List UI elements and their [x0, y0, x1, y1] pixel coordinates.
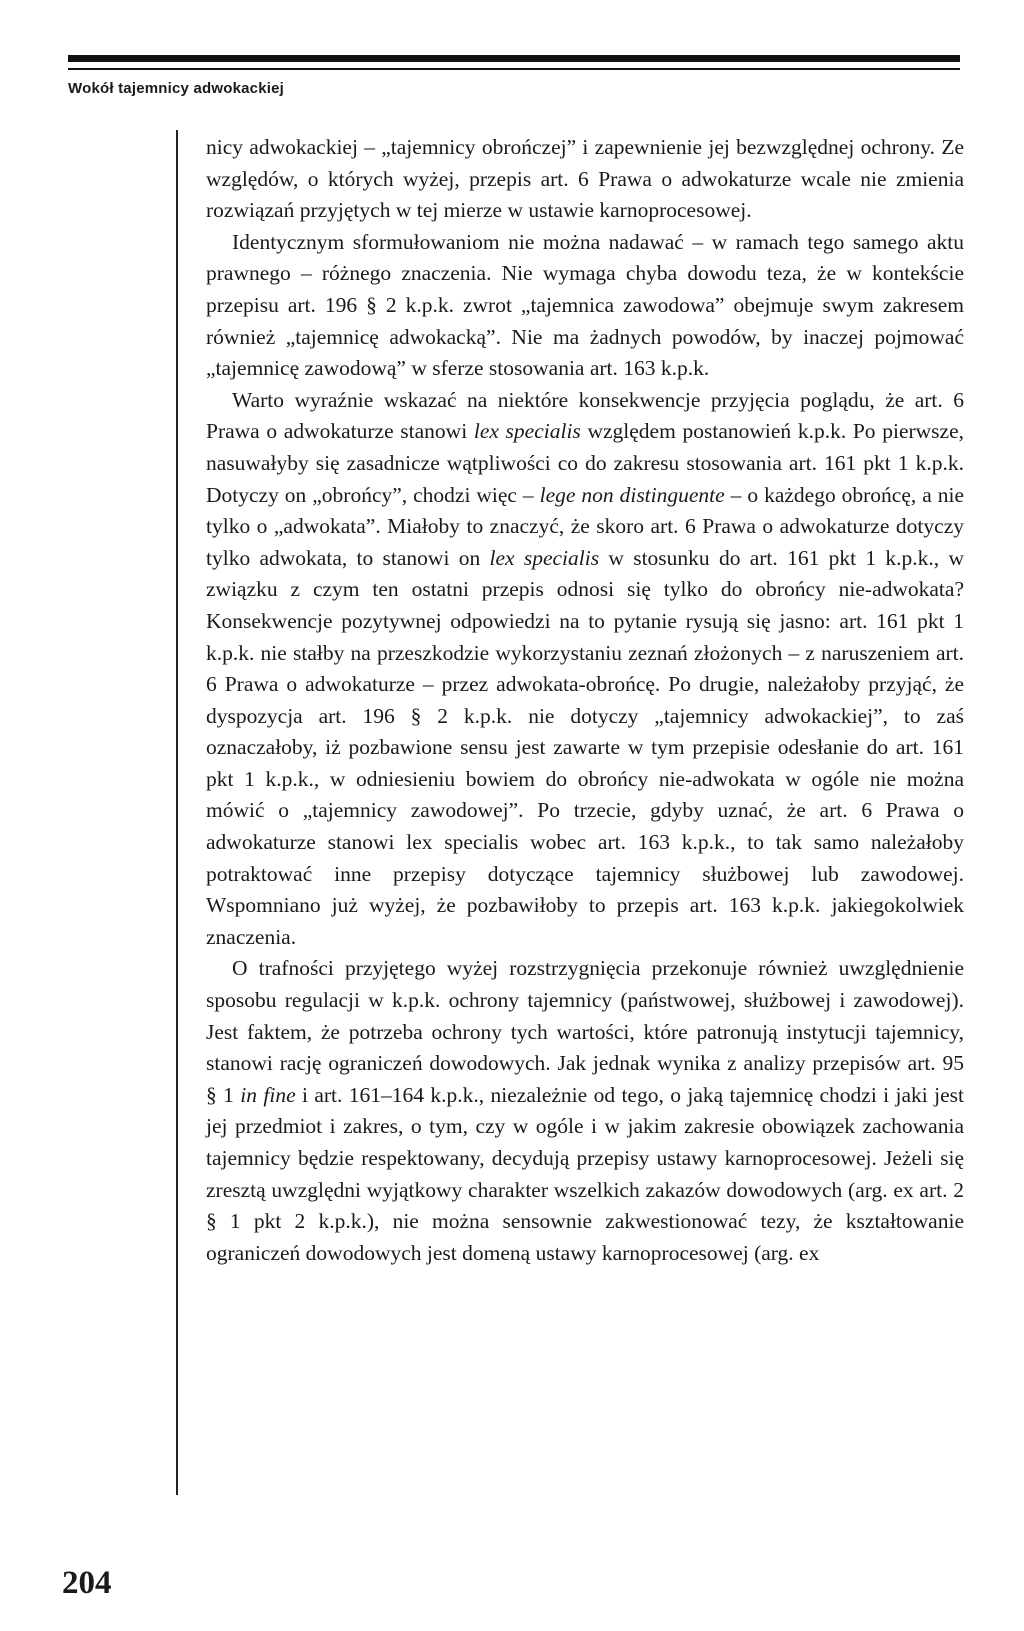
text-segment: Warto wyraźnie wskazać na niektóre konsekwencje przyjęcia poglądu, że art. 6 Prawa o adwokaturze stanowi [206, 387, 964, 444]
text-segment: Identycznym sformułowaniom nie można nadawać – w ramach tego samego aktu prawnego – różnego znaczenia. Nie wymaga chyba dowodu teza, że w kontekście przepisu art. 196 § 2 k.p.k. zwrot „tajemnica zawodowa” obejmuje swym zakresem również „tajemnicę adwokacką”. Nie ma żadnych powodów, by inaczej pojmować „tajemnicę zawodową” w sferze stosowania art. 163 k.p.k. [206, 229, 964, 381]
paragraph [206, 953, 964, 1269]
paragraph [206, 227, 964, 385]
header-rule-thin [68, 68, 960, 70]
body-text [206, 132, 964, 1269]
text-segment: O trafności przyjętego wyżej rozstrzygnięcia przekonuje również uwzględnienie sposobu regulacji w k.p.k. ochrony tajemnicy (państwowej, służbowej i zawodowej). Jest faktem, że potrzeba ochrony tych wartości, które patronują instytucji tajemnicy, stanowi rację ograniczeń dowodowych. Jak jednak wynika z analizy przepisów art. 95 § 1 [206, 956, 964, 1107]
text-segment: i art. 161–164 k.p.k., niezależnie od tego, o jaką tajemnicę chodzi i jaki jest jej przedmiot i zakres, o tym, czy w ogóle i w jakim zakresie obowiązek zachowania tajemnicy będzie respektowany, decydują przepisy ustawy karnoprocesowej. Jeżeli się zresztą uwzględni wyjątkowy charakter wszelkich zakazów dowodowych (arg. ex art. 2 § 1 pkt 2 k.p.k.), nie można sensownie zakwestionować tezy, że kształtowanie ograniczeń dowodowych jest domeną ustawy karnoprocesowej (arg. ex [206, 1082, 965, 1265]
italic-phrase: in fine [240, 1082, 296, 1107]
text-segment: – o każdego obrońcę, a nie tylko o „adwokata”. Miałoby to znaczyć, że skoro art. 6 Prawa o adwokaturze dotyczy tylko adwokata, to stanowi on [206, 482, 964, 570]
page-number: 204 [62, 1565, 112, 1601]
italic-phrase: lex specialis [473, 419, 581, 444]
margin-line [176, 130, 178, 1495]
running-head: Wokół tajemnicy adwokackiej [68, 80, 285, 97]
header-rule-thick [68, 55, 960, 62]
text-segment: w stosunku do art. 161 pkt 1 k.p.k., w związku z czym ten ostatni przepis odnosi się tylko do obrońcy nie-adwokata? Konsekwencje pozytywnej odpowiedzi na to pytanie rysują się jasno: art. 161 pkt 1 k.p.k. nie stałby na przeszkodzie wykorzystaniu zeznań złożonych – z naruszeniem art. 6 Prawa o adwokaturze – przez adwokata-obrońcę. Po drugie, należałoby przyjąć, że dyspozycja art. 196 § 2 k.p.k. nie dotyczy „tajemnicy adwokackiej”, to zaś oznaczałoby, iż pozbawione sensu jest zawarte w tym przepisie odesłanie do art. 161 pkt 1 k.p.k., w odniesieniu bowiem do obrońcy nie-adwokata w ogóle nie można mówić o „tajemnicy zawodowej”. Po trzecie, gdyby uznać, że art. 6 Prawa o adwokaturze stanowi lex specialis wobec art. 163 k.p.k., to tak samo należałoby potraktować inne przepisy dotyczące tajemnicy służbowej lub zawodowej. Wspomniano już wyżej, że pozbawiłoby to przepis art. 163 k.p.k. jakiegokolwiek znaczenia. [206, 545, 964, 949]
text-segment: nicy adwokackiej – „tajemnicy obrończej” i zapewnienie jej bezwzględnej ochrony. Ze względów, o których wyżej, przepis art. 6 Prawa o adwokaturze wcale nie zmienia rozwiązań przyjętych w tej mierze w ustawie karnoprocesowej. [206, 135, 964, 223]
paragraph [206, 132, 964, 227]
paragraph [206, 385, 964, 954]
text-segment: względem postanowień k.p.k. Po pierwsze, nasuwałyby się zasadnicze wątpliwości co do zakresu stosowania art. 161 pkt 1 k.p.k. Dotyczy on „obrońcy”, chodzi więc – [206, 419, 964, 507]
italic-phrase: lege non distinguente [539, 482, 725, 507]
italic-phrase: lex specialis [489, 545, 600, 570]
